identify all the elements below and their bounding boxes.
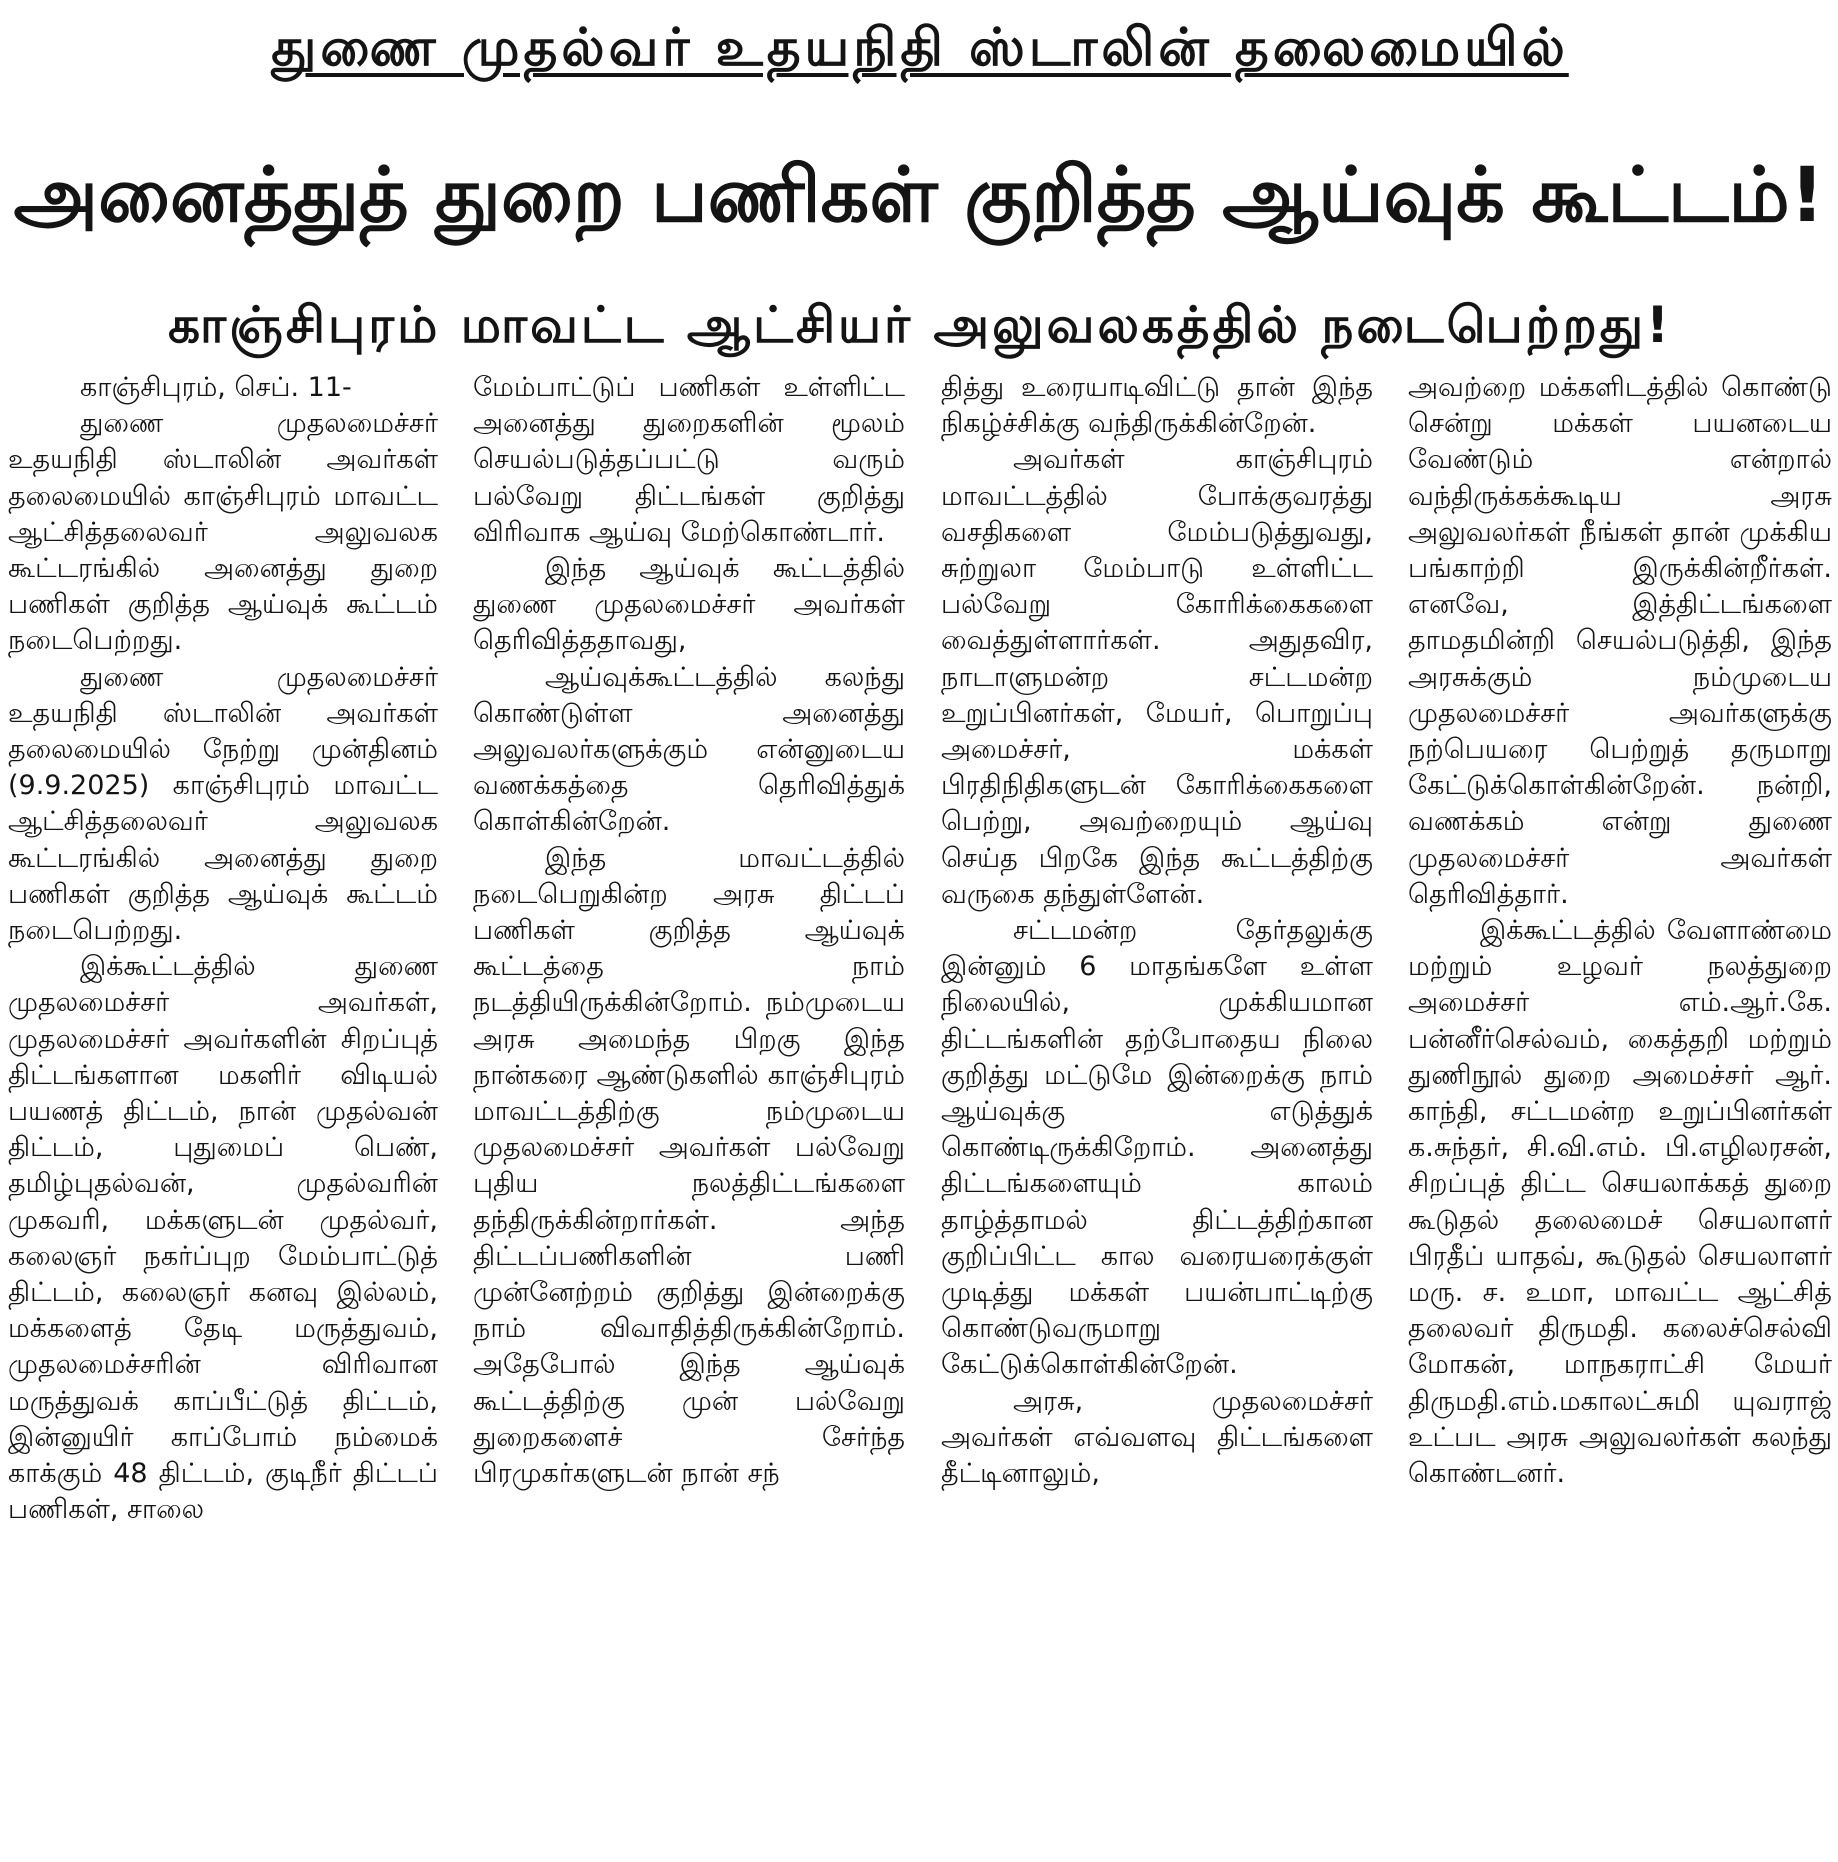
dateline-paragraph: காஞ்சிபுரம், செப். 11- — [80, 372, 352, 403]
body-paragraph: மேம்பாட்டுப் பணிகள் உள்ளிட்ட அனைத்து துறைகளின் மூலம் செயல்படுத்தப்பட்டு வரும் பல்வேறு திட்டங்கள் குறித்து விரிவாக ஆய்வு மேற்கொண்டார். — [473, 372, 905, 548]
article-body — [8, 370, 1832, 1858]
kicker-headline: துணை முதல்வர் உதயநிதி ஸ்டாலின் தலைமையில் — [271, 18, 1569, 78]
body-paragraph: அவர்கள் காஞ்சிபுரம் மாவட்டத்தில் போக்குவரத்து வசதிகளை மேம்படுத்துவது, சுற்றுலா மேம்பாடு உள்ளிட்ட பல்வேறு கோரிக்கைகளை வைத்துள்ளார்கள். அதுதவிர, நாடாளுமன்ற சட்டமன்ற உறுப்பினர்கள், மேயர், பொறுப்பு அமைச்சர், மக்கள் பிரதிநிதிகளுடன் கோரிக்கைகளை பெற்று, அவற்றையும் ஆய்வு செய்த பிறகே இந்த கூட்டத்திற்கு வருகை தந்துள்ளேன். — [941, 444, 1373, 910]
body-paragraph: சட்டமன்ற தேர்தலுக்கு இன்னும் 6 மாதங்களே உள்ள நிலையில், முக்கியமான திட்டங்களின் தற்போதைய நிலை குறித்து மட்டுமே இன்றைக்கு நாம் ஆய்வுக்கு எடுத்துக் கொண்டிருக்கிறோம். அனைத்து திட்டங்களையும் காலம் தாழ்த்தாமல் திட்டத்திற்கான குறிப்பிட்ட கால வரையரைக்குள் முடித்து மக்கள் பயன்பாட்டிற்கு கொண்டுவருமாறு கேட்டுக்கொள்கின்றேன். — [941, 915, 1373, 1381]
body-paragraph: துணை முதலமைச்சர் உதயநிதி ஸ்டாலின் அவர்கள் தலைமையில் காஞ்சிபுரம் மாவட்ட ஆட்சித்தலைவர் அலுவலக கூட்டரங்கில் அனைத்து துறை பணிகள் குறித்த ஆய்வுக் கூட்டம் நடைபெற்றது. — [8, 408, 438, 657]
article-column-1 — [8, 370, 438, 1858]
article-column-3 — [941, 370, 1373, 1858]
body-paragraph: அரசு, முதலமைச்சர் அவர்கள் எவ்வளவு திட்டங்களை தீட்டினாலும், — [941, 1385, 1373, 1490]
article-column-2 — [473, 370, 905, 1858]
body-paragraph: இக்கூட்டத்தில் வேளாண்மை மற்றும் உழவர் நலத்துறை அமைச்சர் எம்.ஆர்.கே. பன்னீர்செல்வம், கைத்தறி மற்றும் துணிநூல் துறை அமைச்சர் ஆர். காந்தி, சட்டமன்ற உறுப்பினர்கள் க.சுந்தர், சி.வி.எம். பி.எழிலரசன், சிறப்புத் திட்ட செயலாக்கத் துறை கூடுதல் தலைமைச் செயலாளர் பிரதீப் யாதவ், கூடுதல் செயலாளர் மரு. ச. உமா, மாவட்ட ஆட்சித் தலைவர் திருமதி. கலைச்செல்வி மோகன், மாநகராட்சி மேயர் திருமதி.எம்.மகாலட்சுமி யுவராஜ் உட்பட அரசு அலுவலர்கள் கலந்து கொண்டனர். — [1408, 915, 1832, 1490]
body-paragraph: துணை முதலமைச்சர் உதயநிதி ஸ்டாலின் அவர்கள் தலைமையில் நேற்று முன்தினம் (9.9.2025) காஞ்சிபுரம் மாவட்ட ஆட்சித்தலைவர் அலுவலக கூட்டரங்கில் அனைத்து துறை பணிகள் குறித்த ஆய்வுக் கூட்டம் நடைபெற்றது. — [8, 661, 438, 947]
body-paragraph: ஆய்வுக்கூட்டத்தில் கலந்து கொண்டுள்ள அனைத்து அலுவலர்களுக்கும் என்னுடைய வணக்கத்தை தெரிவித்துக் கொள்கின்றேன். — [473, 661, 905, 838]
main-headline: அனைத்துத் துறை பணிகள் குறித்த ஆய்வுக் கூட்டம்! — [13, 150, 1825, 239]
article-column-4 — [1408, 370, 1832, 1858]
body-paragraph: இந்த ஆய்வுக் கூட்டத்தில் துணை முதலமைச்சர் அவர்கள் தெரிவித்ததாவது, — [473, 553, 905, 657]
body-paragraph: இக்கூட்டத்தில் துணை முதலமைச்சர் அவர்கள், முதலமைச்சர் அவர்களின் சிறப்புத் திட்டங்களான மகளிர் விடியல் பயணத் திட்டம், நான் முதல்வன் திட்டம், புதுமைப் பெண், தமிழ்புதல்வன், முதல்வரின் முகவரி, மக்களுடன் முதல்வர், கலைஞர் நகர்ப்புற மேம்பாட்டுத் திட்டம், கலைஞர் கனவு இல்லம், மக்களைத் தேடி மருத்துவம், முதலமைச்சரின் விரிவான மருத்துவக் காப்பீட்டுத் திட்டம், இன்னுயிர் காப்போம் நம்மைக் காக்கும் 48 திட்டம், குடிநீர் திட்டப் பணிகள், சாலை — [8, 951, 438, 1526]
body-paragraph: அவற்றை மக்களிடத்தில் கொண்டு சென்று மக்கள் பயனடைய வேண்டும் என்றால் வந்திருக்கக்கூடிய அரசு அலுவலர்கள் நீங்கள் தான் முக்கிய பங்காற்றி இருக்கின்றீர்கள். எனவே, இத்திட்டங்களை தாமதமின்றி செயல்படுத்தி, இந்த அரசுக்கும் நம்முடைய முதலமைச்சர் அவர்களுக்கு நற்பெயரை பெற்றுத் தருமாறு கேட்டுக்கொள்கின்றேன். நன்றி, வணக்கம் என்று துணை முதலமைச்சர் அவர்கள் தெரிவித்தார். — [1408, 372, 1832, 910]
body-paragraph: தித்து உரையாடிவிட்டு தான் இந்த நிகழ்ச்சிக்கு வந்திருக்கின்றேன். — [941, 372, 1373, 440]
body-paragraph: இந்த மாவட்டத்தில் நடைபெறுகின்ற அரசு திட்டப் பணிகள் குறித்த ஆய்வுக் கூட்டத்தை நாம் நடத்தியிருக்கின்றோம். நம்முடைய அரசு அமைந்த பிறகு இந்த நான்கரை ஆண்டுகளில் காஞ்சிபுரம் மாவட்டத்திற்கு நம்முடைய முதலமைச்சர் அவர்கள் பல்வேறு புதிய நலத்திட்டங்களை தந்திருக்கின்றார்கள். அந்த திட்டப்பணிகளின் பணி முன்னேற்றம் குறித்து இன்றைக்கு நாம் விவாதித்திருக்கின்றோம். அதேபோல் இந்த ஆய்வுக் கூட்டத்திற்கு முன் பல்வேறு துறைகளைச் சேர்ந்த பிரமுகர்களுடன் நான் சந் — [473, 842, 905, 1490]
sub-headline: காஞ்சிபுரம் மாவட்ட ஆட்சியர் அலுவலகத்தில் நடைபெற்றது! — [168, 296, 1672, 354]
